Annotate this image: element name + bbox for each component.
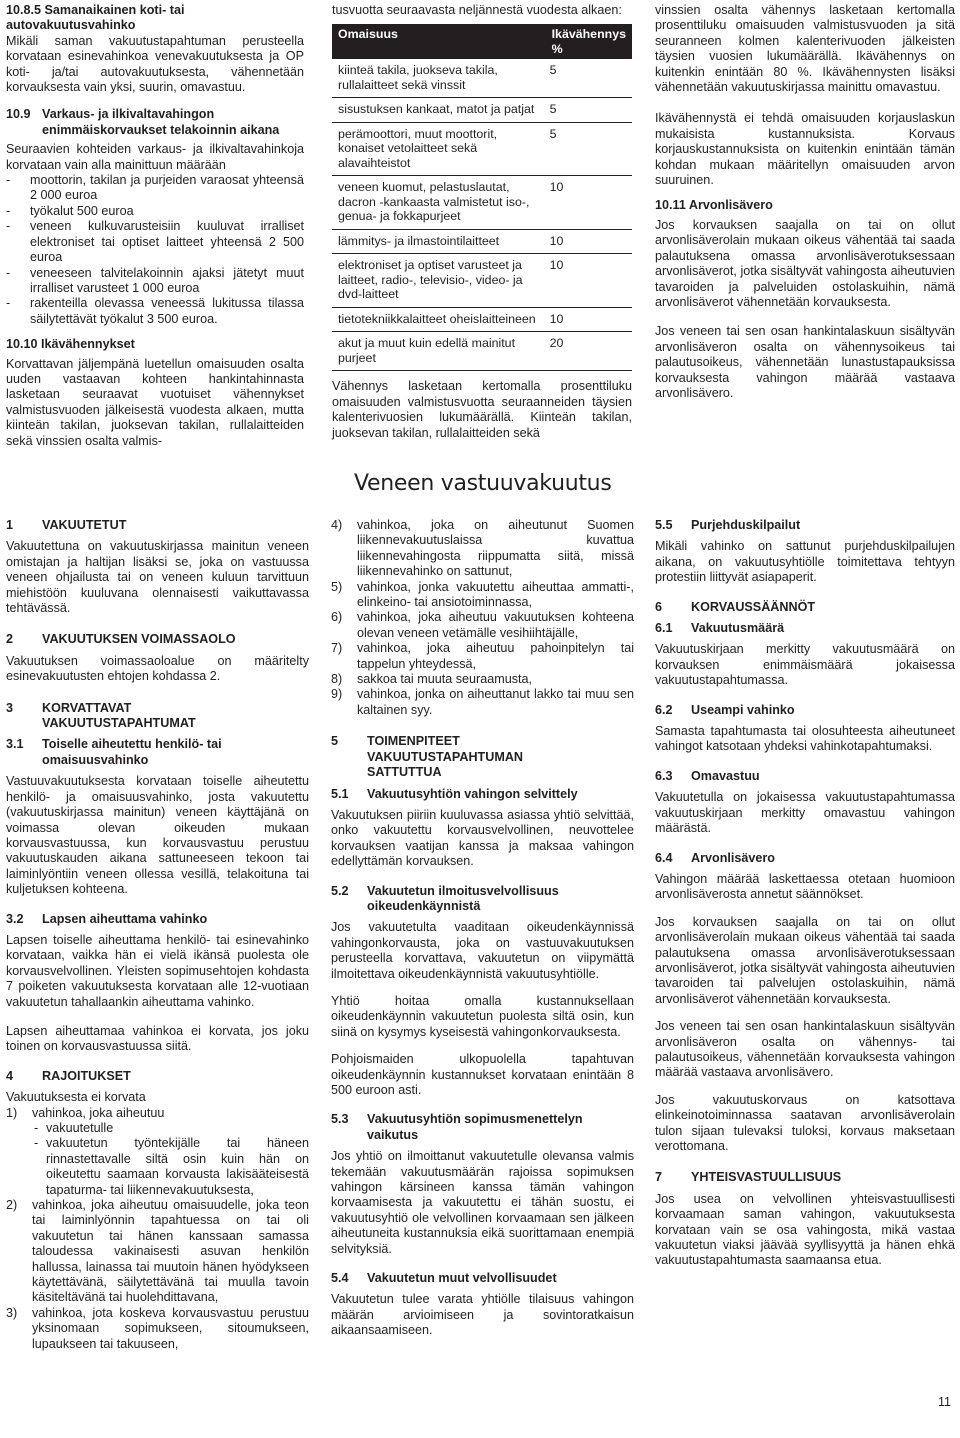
section-5-2-text-1: Jos vakuutetulta vaaditaan oikeudenkäynnissä vahingonkorvausta, joka on vastuuvakuutuksen perusteella korvattava, vakuutetun on viipymättä ilmoitettava oikeudenkäynnistä vakuutusyhtiölle.	[331, 920, 634, 981]
top-column-3	[655, 3, 955, 409]
section-3-1-title: 3.1 Toiselle aiheutettu henkilö- tai omaisuusvahinko	[6, 737, 222, 767]
list-item: 9) vahinkoa, jonka on aiheuttanut lakko tai muu sen kaltainen syy.	[331, 687, 634, 717]
top-column-2	[332, 3, 632, 449]
section-6-4-text-3: Jos veneen tai sen osan hankintalaskuun sisältyvän arvonlisäveron osalta on vähennys- tai palautusoikeus, vähennetään korvauksesta vahingon määrää vastaava arvonlisävero.	[655, 1019, 955, 1080]
table-row: elektroniset ja optiset varusteet ja laitteet, radio-, televisio-, video- ja dvd-laitteet 10	[332, 254, 632, 308]
list-item: 1) vahinkoa, joka aiheutuu	[6, 1105, 165, 1120]
section-6-1-title: 6.1 Vakuutusmäärä	[655, 621, 785, 636]
page-title: Veneen vastuuvakuutus	[354, 471, 612, 496]
section-10-9-list	[6, 173, 304, 327]
section-3-title: 3 KORVATTAVAT VAKUUTUSTAPAHTUMAT	[6, 700, 196, 731]
sub-list	[6, 1121, 309, 1198]
list-item: - vakuutetulle	[34, 1121, 114, 1135]
section-1-text: Vakuutettuna on vakuutuskirjassa mainitun veneen omistajan ja haltijan lisäksi se, joka on vastuussa veneen ohjailusta tai on veneen kuluun tarvittuun miehistöön kuuluvana olennaisesti vaikuttavassa tehtävässä.	[6, 539, 309, 616]
list-item: 6) vahinkoa, joka aiheutuu vakuutuksen kohteena olevan veneen vetämälle vesihiihtäjälle,	[331, 610, 634, 640]
list-item: - moottorin, takilan ja purjeiden varaosat yhteensä 2 000 euroa	[6, 173, 304, 203]
section-10-10-title: 10.10 Ikävähennykset	[6, 337, 135, 352]
list-item: 7) vahinkoa, joka aiheutuu pahoinpitelyn tai tappelun yhteydessä,	[331, 641, 634, 671]
vat-text-1: Jos korvauksen saajalla on tai on ollut arvonlisäverolain mukaan oikeus vähentää tai saada palautuksena omassa arvonlisäverotuksessaan arvonlisäverot, jotka sisältyvät vahingosta aiheutuvien tavaroiden ja palveluiden ostolaskuihin, nämä arvonlisäverot vähennetään korvauksesta.	[655, 217, 955, 309]
bottom-column-3	[655, 518, 955, 1277]
section-3-2-title: 3.2 Lapsen aiheuttama vahinko	[6, 911, 208, 926]
table-header-property: Omaisuus	[332, 24, 546, 59]
section-6-4-title: 6.4 Arvonlisävero	[655, 850, 775, 865]
section-6-3-text: Vakuutetulla on jokaisessa vakuutustapahtumassa vakuutuskirjaan merkitty omavastuu vahingon määrästä.	[655, 790, 955, 836]
section-10-8-5-text: Mikäli saman vakuutustapahtuman perusteella korvataan esinevahinkoa venevakuutuksesta ja OP koti- ja/tai autovakuutuksesta, vähennetään korvauksesta vain yksi, suurin, omavastuu.	[6, 33, 304, 95]
list-item: - veneen kulkuvarusteisiin kuuluvat irralliset elektroniset tai optiset laitteet yhteensä 2 500 euroa	[6, 219, 304, 265]
depreciation-text-1: vinssien osalta vähennys lasketaan kertomalla prosenttiluku omaisuuden valmistusvuoden ja sitä seuranneen kolmen kalenterivuoden jälkeisten täysien vuosien lukumäärällä. Ikävähennys on kuitenkin enintään 80 %. Ikävähennysten lisäksi vähennetään vakuutuskirjassa mainittu omavastuu.	[655, 3, 955, 95]
table-row: perämoottori, muut moottorit, konaiset vetolaitteet sekä alavaihteistot 5	[332, 122, 632, 176]
table-row: tietotekniikkalaitteet oheislaitteineen 10	[332, 307, 632, 332]
section-10-11-title: 10.11 Arvonlisävero	[655, 198, 773, 213]
table-row: veneen kuomut, pelastuslautat, dacron -kankaasta valmistetut iso-, genua- ja fokkapurjeet 10	[332, 176, 632, 230]
list-item: - vakuutetun työntekijälle tai häneen rinnastettavalle siltä osin kuin hän on oikeutettu saamaan korvausta lakisääteisestä tapaturma- tai liikennevakuutuksesta,	[34, 1136, 309, 1197]
section-2-title: 2 VAKUUTUKSEN VOIMASSAOLO	[6, 632, 236, 647]
section-5-4-text: Vakuutetun tulee varata yhtiölle tilaisuus vahingon määrän arvioimiseen ja sovintoratkaisun aikaansaamiseen.	[331, 1292, 634, 1338]
section-6-3-title: 6.3 Omavastuu	[655, 768, 760, 783]
table-after-text: Vähennys lasketaan kertomalla prosenttiluku omaisuuden valmistusvuotta seuraanneiden täysien kalenterivuosien lukumäärällä. Kiinteän takilan, juoksevan takilan, rullalaitteiden sekä	[332, 379, 632, 440]
section-3-1-text: Vastuuvakuutuksesta korvataan toiselle aiheutettu henkilö- ja omaisuusvahinko, josta vakuutettu (vakuutuskirjassa mainitun) veneen käyttäjänä on voimassa olevan oikeuden mukaan korvausvastuussa, kun korvausvastuu perustuu vakuutuskauden aikana sattuneeseen tekoon tai laiminlyöntiin veneen ollessa vesillä, telakoituna tai kuljetuksen kohteena.	[6, 774, 309, 897]
bottom-column-2	[331, 518, 634, 1347]
section-10-9-number: 10.9	[6, 107, 31, 122]
table-row: sisustuksen kankaat, matot ja patjat 5	[332, 98, 632, 123]
section-10-10-text: Korvattavan jäljempänä luetellun omaisuuden osalta uuden vastaavan kohteen hankintahinnasta lasketaan seuraavat vuotuiset vähennykset valmistusvuoden jälkeisestä vuodesta alkaen, mutta kiinteän takilan, juoksevan takilan, rullalaitteiden sekä vinssien osalta valmis-	[6, 356, 304, 448]
list-item: 4) vahinkoa, joka on aiheutunut Suomen liikennevakuutuslaissa kuvattua liikennevahingosta riippumatta siitä, missä liikennevahinko on sattunut,	[331, 518, 634, 579]
list-item: - työkalut 500 euroa	[6, 203, 134, 218]
section-6-4-text-2: Jos korvauksen saajalla on tai on ollut arvonlisäverolain mukaan oikeus vähentää tai saada palautuksena omassa arvonlisäverotuksessaan arvonlisäverot, jotka sisältyvät vahingosta aiheutuvien tavaroiden tai palvelujen ostolaskuihin, nämä arvonlisäverot vähennetään korvauksesta.	[655, 914, 955, 1006]
list-item: - rakenteilla olevassa veneessä lukitussa tilassa säilytettävät työkalut 3 500 euroa.	[6, 296, 304, 326]
section-6-title: 6 KORVAUSSÄÄNNÖT	[655, 599, 816, 614]
section-4-title: 4 RAJOITUKSET	[6, 1068, 131, 1083]
list-item: 5) vahinkoa, jonka vakuutettu aiheuttaa ammatti-, elinkeino- tai ansiotoiminnassa,	[331, 579, 634, 610]
table-intro: tusvuotta seuraavasta neljännestä vuodesta alkaen:	[332, 3, 622, 17]
section-3-2-text-2: Lapsen aiheuttamaa vahinkoa ei korvata, jos joku toinen on korvausvastuussa siitä.	[6, 1023, 309, 1054]
list-item: 8) sakkoa tai muuta seuraamusta,	[331, 672, 533, 687]
section-10-8-5-title: 10.8.5 Samanaikainen koti- tai autovakuutusvahinko	[6, 3, 185, 33]
section-10-9-title	[6, 107, 304, 138]
section-6-2-text: Samasta tapahtumasta tai olosuhteesta aiheutuneet vahingot katsotaan yhdeksi vahinkotapahtumaksi.	[655, 724, 955, 754]
depreciation-table	[332, 24, 632, 371]
list-item: 2) vahinkoa, joka aiheutuu omaisuudelle, joka teon tai laiminlyönnin tapahtuessa on tai oli vakuutetun tai hänen kanssaan samassa taloudessa vakinaisesti asuvan henkilön hallussa, lainassa tai muutoin hänen hyödykseen käytettävänä, säilytettävänä tai muulla tavoin käsiteltävänä tai huolehdittavana,	[6, 1198, 309, 1305]
bottom-column-1	[6, 518, 309, 1352]
section-5-3-title: 5.3 Vakuutusyhtiön sopimusmenettelyn vaikutus	[331, 1112, 583, 1142]
section-3-2-text-1: Lapsen toiselle aiheuttama henkilö- tai esinevahinko korvataan, vaikka hän ei vielä ikänsä puolesta ole korvausvelvollinen. Yleisten sopimusehtojen kohdasta 7 poiketen vakuutuksesta korvataan alle 12-vuotiaan vakuutetun tahallaankin aiheuttama vahinko.	[6, 932, 309, 1009]
section-5-5-text: Mikäli vahinko on sattunut purjehduskilpailujen aikana, on vakuutusyhtiölle toimitettava tehtyyn protestiin liittyvät asiapaperit.	[655, 539, 955, 585]
section-5-2-text-3: Pohjoismaiden ulkopuolella tapahtuvan oikeudenkäynnin kustannukset korvataan enintään 8 500 euroon asti.	[331, 1052, 634, 1097]
section-10-9-heading: Varkaus- ja ilkivaltavahingon enimmäiskorvaukset telakoinnin aikana	[42, 107, 280, 137]
section-1-title: 1 VAKUUTETUT	[6, 518, 127, 532]
section-2-text: Vakuutuksen voimassaoloalue on määritelty esinevakuutusten ehtojen kohdassa 2.	[6, 653, 309, 684]
table-row: lämmitys- ja ilmastointilaitteet 10	[332, 229, 632, 254]
section-7-title: 7 YHTEISVASTUULLISUUS	[655, 1170, 842, 1185]
table-row: kiinteä takila, juokseva takila, rullalaitteet sekä vinssit 5	[332, 59, 632, 98]
table-row: akut ja muut kuin edellä mainitut purjeet 20	[332, 332, 632, 371]
section-4-intro: Vakuutuksesta ei korvata	[6, 1090, 146, 1105]
section-5-2-title: 5.2 Vakuutetun ilmoitusvelvollisuus oikeudenkäynnistä	[331, 883, 559, 913]
section-6-4-text-4: Jos vakuutuskorvaus on katsottava elinkeinotoiminnassa saatavan arvonlisäverolain tulon sijaan tulevaksi tuloksi, korvaus maksetaan verottomana.	[655, 1092, 955, 1153]
top-column-1	[6, 3, 304, 457]
section-6-4-text-1: Vahingon määrää laskettaessa otetaan huomioon arvonlisäverosta annetut säännökset.	[655, 871, 955, 902]
section-6-1-text: Vakuutuskirjaan merkitty vakuutusmäärä on korvauksen enimmäismäärä jokaisessa vakuutustapahtumassa.	[655, 642, 955, 688]
depreciation-text-2: Ikävähennystä ei tehdä omaisuuden korjauslaskun mukaisista kustannuksista. Korvaus korjauskustannuksista on kuitenkin enintään tämän kohdan mukaan määritellyn omaisuuden arvon suuruinen.	[655, 111, 955, 188]
section-5-title: 5 TOIMENPITEET VAKUUTUSTAPAHTUMAN SATTUTTUA	[331, 734, 524, 780]
page-number: 11	[938, 1395, 951, 1409]
section-5-4-title: 5.4 Vakuutetun muut velvollisuudet	[331, 1271, 557, 1286]
list-item: 3) vahinkoa, jota koskeva korvausvastuu perustuu yksinomaan sopimukseen, sitoumukseen, lupaukseen tai takuuseen,	[6, 1305, 309, 1351]
vat-text-2: Jos veneen tai sen osan hankintalaskuun sisältyvän arvonlisäveron osalta on vähennysoikeus tai palautusoikeus, vähennetään lunastustapauksissa korvauksesta vahingon määrää vastaava arvonlisävero.	[655, 324, 955, 400]
section-6-2-title: 6.2 Useampi vahinko	[655, 702, 795, 717]
section-5-1-text: Vakuutuksen piiriin kuuluvassa asiassa yhtiö selvittää, onko vakuutettu korvausvelvollinen, neuvottelee korvauksen vaatijan kanssa ja maksaa vahingon edellyttämän korvauksen.	[331, 807, 634, 869]
section-7-text: Jos usea on velvollinen yhteisvastuullisesti korvaamaan saman vahingon, vakuutuksesta korvataan vain se osa vahingosta, mikä vastaa vakuutetun viaksi jäävää syyllisyyttä ja hänen ehkä vakuutustapahtumasta saamaansa etua.	[655, 1191, 955, 1268]
table-header-depreciation: Ikävähennys %	[546, 24, 632, 59]
section-5-1-title: 5.1 Vakuutusyhtiön vahingon selvittely	[331, 786, 578, 801]
section-5-5-title: 5.5 Purjehduskilpailut	[655, 518, 801, 532]
section-5-3-text: Jos yhtiö on ilmoittanut vakuutetulle olevansa valmis tekemään vakuutusmäärän rajoissa sopimuksen vahingon kärsineen kanssa tämän vahingon korvaamisesta ja vakuutettu ei tähän suostu, ei vakuutusyhtiö ole velvollinen korvaamaan sen jälkeen aiheutuneita kustannuksia eikä suorittamaan enempiä selvityksiä.	[331, 1149, 634, 1256]
list-item: - veneeseen talvitelakoinnin ajaksi jätetyt muut irralliset varusteet 1 000 euroa	[6, 265, 304, 295]
section-5-2-text-2: Yhtiö hoitaa omalla kustannuksellaan oikeudenkäynnin vakuutetun puolesta siltä osin, kun siinä on kysymys kyseisestä vahingonkorvauksesta.	[331, 993, 634, 1039]
section-10-9-intro: Seuraavien kohteiden varkaus- ja ilkivaltavahinkoja korvataan vain alla mainittuun määrään	[6, 142, 304, 172]
